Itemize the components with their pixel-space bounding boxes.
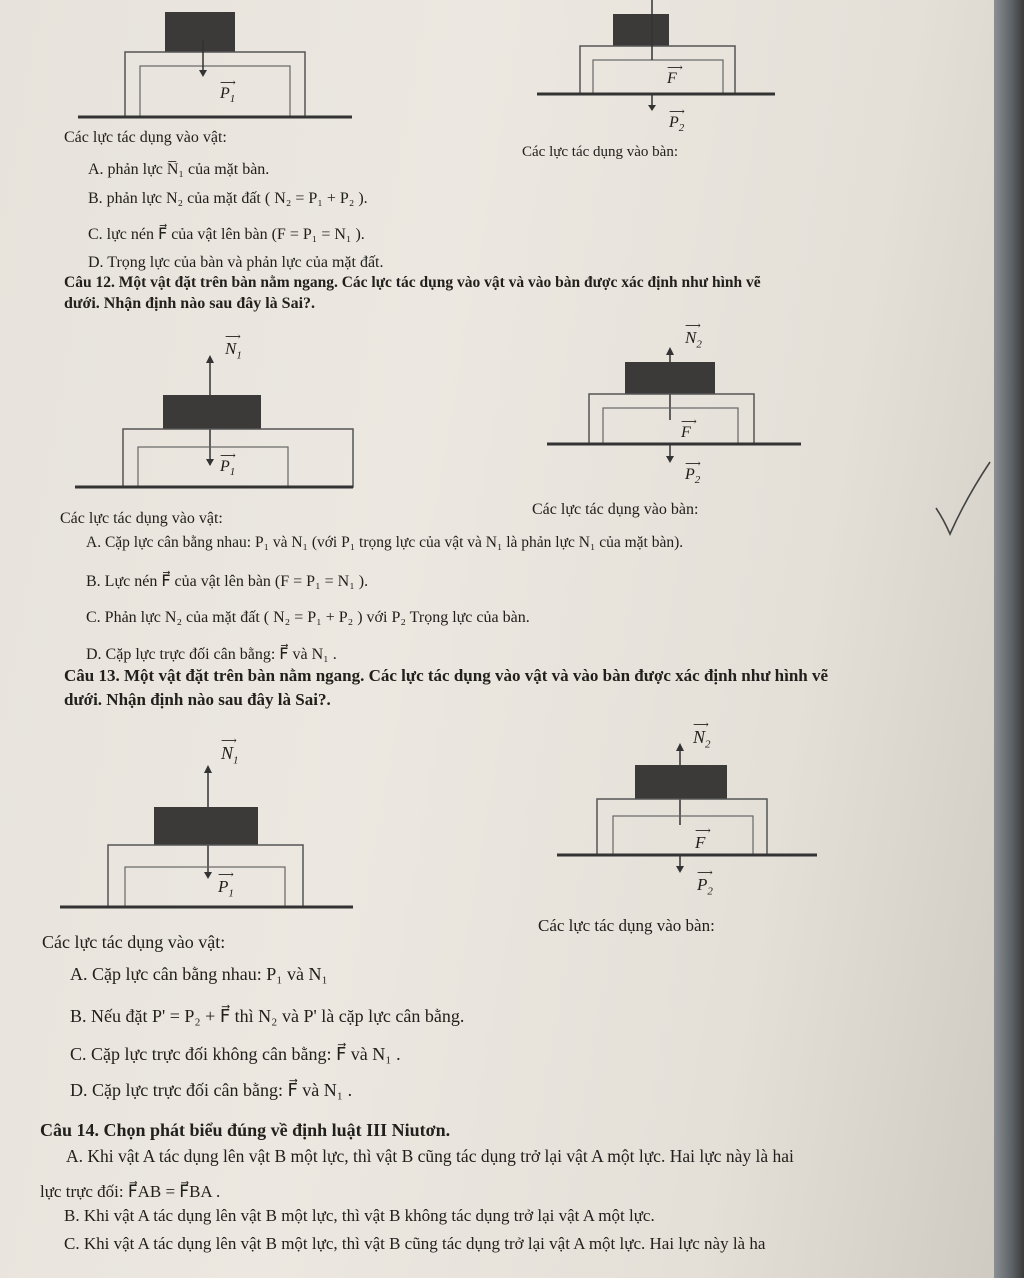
vector-p2-label: ⟶ $P_2$: [685, 458, 701, 487]
diagram-table-q12-drawing: [545, 320, 805, 495]
vector-n2-label: ⟶ $N_2$: [693, 719, 711, 751]
answer-option-a[interactable]: A. Cặp lực cân bằng nhau: P₁ và N₁: [70, 964, 328, 984]
caption-forces-object: Các lực tác dụng vào vật:: [64, 129, 227, 146]
vector-n1-label: ⟶ $N_1$: [221, 735, 239, 767]
diagram-table-top: [535, 0, 785, 140]
diagram-object-q13: [58, 725, 358, 920]
answer-option-c[interactable]: C. lực nén F⃗ của vật lên bàn (F = P₁ = N₁ ).: [88, 226, 365, 243]
caption-forces-object: Các lực tác dụng vào vật:: [60, 510, 223, 527]
answer-option-b[interactable]: B. Lực nén F⃗ của vật lên bàn (F = P₁ = N₁ ).: [86, 573, 369, 590]
answer-option-a[interactable]: A. Cặp lực cân bằng nhau: P₁ và N₁ (với P₁ trọng lực của vật và N₁ là phản lực N₁ của mặt bàn).: [86, 534, 684, 551]
answer-option-a-continued: lực trực đối: F⃗AB = F⃗BA .: [40, 1182, 221, 1201]
answer-option-d[interactable]: D. Cặp lực trực đối cân bằng: F⃗ và N₁ .: [70, 1080, 353, 1100]
diagram-object-top-drawing: [70, 0, 360, 125]
answer-option-d[interactable]: D. Cặp lực trực đối cân bằng: F⃗ và N₁ .: [86, 646, 337, 663]
vector-p1-label: ⟶ $P_1$: [220, 450, 236, 479]
vector-n2-label: ⟶ $N_2$: [685, 320, 702, 351]
question-12-title-line2: dưới. Nhận định nào sau đây là Sai?.: [64, 295, 316, 312]
vector-p2-label: ⟶ $P_2$: [669, 106, 685, 135]
check-mark-icon: [932, 458, 992, 538]
answer-option-a[interactable]: A. Khi vật A tác dụng lên vật B một lực, thì vật B cũng tác dụng trở lại vật A một lực. Hai lực này là hai: [66, 1146, 794, 1166]
diagram-object-q12: [70, 325, 360, 500]
caption-forces-table: Các lực tác dụng vào bàn:: [522, 144, 678, 160]
diagram-table-q13: [555, 715, 820, 910]
diagram-object-top: [70, 0, 360, 125]
answer-option-d[interactable]: D. Trọng lực của bàn và phản lực của mặt đất.: [88, 254, 384, 271]
answer-option-c[interactable]: C. Cặp lực trực đối không cân bằng: F⃗ và N₁ .: [70, 1044, 401, 1064]
background-edge: [994, 0, 1024, 1278]
vector-p2-label: ⟶ $P_2$: [697, 867, 713, 898]
caption-forces-object: Các lực tác dụng vào vật:: [42, 932, 226, 952]
answer-option-b[interactable]: B. Nếu đặt P' = P₂ + F⃗ thì N₂ và P' là cặp lực cân bằng.: [70, 1006, 465, 1026]
diagram-object-q12-drawing: [70, 325, 360, 500]
vector-f-label: ⟶ F: [667, 62, 683, 87]
diagram-table-q13-drawing: [555, 715, 820, 910]
caption-forces-table: Các lực tác dụng vào bàn:: [538, 916, 715, 935]
answer-option-b[interactable]: B. phản lực N₂ của mặt đất ( N₂ = P₁ + P₂ ).: [88, 190, 368, 207]
answer-option-b[interactable]: B. Khi vật A tác dụng lên vật B một lực, thì vật B không tác dụng trở lại vật A một lực.: [64, 1206, 655, 1225]
vector-n1-label: ⟶ $N_1$: [225, 331, 242, 362]
diagram-table-q12: [545, 320, 805, 495]
answer-option-c[interactable]: C. Khi vật A tác dụng lên vật B một lực, thì vật B cũng tác dụng trở lại vật A một lực. Hai lực này là ha: [64, 1234, 766, 1253]
vector-p1-label: ⟶ $P_1$: [220, 77, 236, 106]
vector-f-label: ⟶ F: [695, 825, 711, 852]
question-13-title: Câu 13. Một vật đặt trên bàn nằm ngang. Các lực tác dụng vào vật và vào bàn được xác định như hình vẽ: [64, 666, 829, 685]
answer-option-c[interactable]: C. Phản lực N₂ của mặt đất ( N₂ = P₁ + P₂ ) với P₂ Trọng lực của bàn.: [86, 609, 530, 626]
caption-forces-table: Các lực tác dụng vào bàn:: [532, 501, 699, 518]
question-14-title: Câu 14. Chọn phát biểu đúng về định luật III Niutơn.: [40, 1120, 451, 1140]
question-13-title-line2: dưới. Nhận định nào sau đây là Sai?.: [64, 690, 331, 709]
answer-option-a[interactable]: A. phản lực N̅₁ của mặt bàn.: [88, 161, 270, 178]
diagram-table-top-drawing: [535, 0, 785, 140]
vector-f-label: ⟶ F: [681, 416, 697, 441]
vector-p1-label: ⟶ $P_1$: [218, 869, 234, 900]
question-12-title: Câu 12. Một vật đặt trên bàn nằm ngang. Các lực tác dụng vào vật và vào bàn được xác định như hình vẽ: [64, 274, 761, 291]
diagram-object-q13-drawing: [58, 725, 358, 920]
